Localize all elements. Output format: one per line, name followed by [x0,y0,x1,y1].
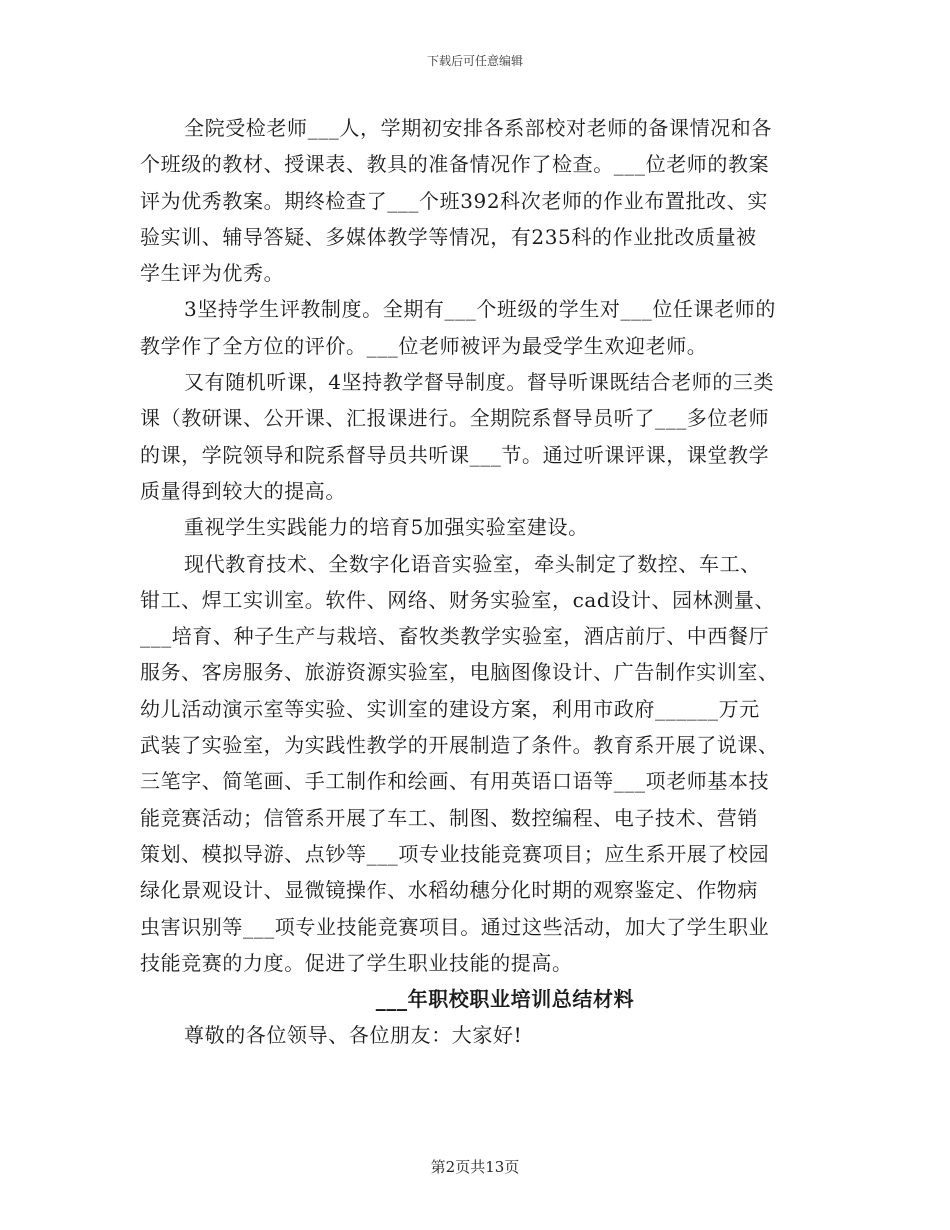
paragraph-line: 策划、模拟导游、点钞等___项专业技能竞赛项目；应生系开展了校园 [140,841,770,866]
page-header: 下载后可任意编辑 [426,54,523,68]
paragraph-line: 评为优秀教案。期终检查了___个班392科次老师的作业布置批改、实 [140,188,768,213]
paragraph-line: 钳工、焊工实训室。软件、网络、财务实验室，cad设计、园林测量、 [140,587,776,612]
paragraph-line: 的课，学院领导和院系督导员共听课___节。通过听课评课，课堂教学 [140,442,770,467]
paragraph-line: 教学作了全方位的评价。___位老师被评为最受学生欢迎老师。 [140,333,708,358]
paragraph-line: 质量得到较大的提高。 [140,478,346,503]
page-footer: 第2页共13页 [430,1158,520,1176]
paragraph-line: 绿化景观设计、显微镜操作、水稻幼穗分化时期的观察鉴定、作物病 [140,878,758,903]
paragraph-line: 幼儿活动演示室等实验、实训室的建设方案，利用市政府______万元 [140,696,760,721]
document-body [140,110,830,1054]
paragraph-line: 现代教育技术、全数字化语音实验室，牵头制定了数控、车工、 [184,551,761,576]
paragraph-line: 3坚持学生评教制度。全期有___个班级的学生对___位任课老师的 [184,297,776,322]
greeting-line: 尊敬的各位领导、各位朋友：大家好! [184,1023,523,1048]
paragraph-line: 三笔字、简笔画、手工制作和绘画、有用英语口语等___项老师基本技 [140,769,770,794]
paragraph-line: 又有随机听课，4坚持教学督导制度。督导听课既结合老师的三类 [184,370,775,395]
section-title: ___年职校职业培训总结材料 [375,987,635,1012]
paragraph-line: 验实训、辅导答疑、多媒体教学等情况，有235科的作业批改质量被 [140,224,757,249]
paragraph-line: 技能竞赛的力度。促进了学生职业技能的提高。 [140,950,573,975]
paragraph-line: 服务、客房服务、旅游资源实验室，电脑图像设计、广告制作实训室、 [140,660,779,685]
paragraph-line: 学生评为优秀。 [140,261,285,286]
paragraph-line: 重视学生实践能力的培育5加强实验室建设。 [184,515,589,540]
paragraph-line: ___培育、种子生产与栽培、畜牧类教学实验室，酒店前厅、中西餐厅 [140,624,770,649]
paragraph-line: 能竞赛活动；信管系开展了车工、制图、数控编程、电子技术、营销 [140,805,758,830]
paragraph-line: 武装了实验室，为实践性教学的开展制造了条件。教育系开展了说课、 [140,733,779,758]
paragraph-line: 虫害识别等___项专业技能竞赛项目。通过这些活动，加大了学生职业 [140,914,770,939]
paragraph-line: 全院受检老师___人，学期初安排各系部校对老师的备课情况和各 [184,116,772,140]
paragraph-line: 课（教研课、公开课、汇报课进行。全期院系督导员听了___多位老师 [140,406,770,431]
paragraph-line: 个班级的教材、授课表、教具的准备情况作了检查。___位老师的教案 [140,152,770,177]
